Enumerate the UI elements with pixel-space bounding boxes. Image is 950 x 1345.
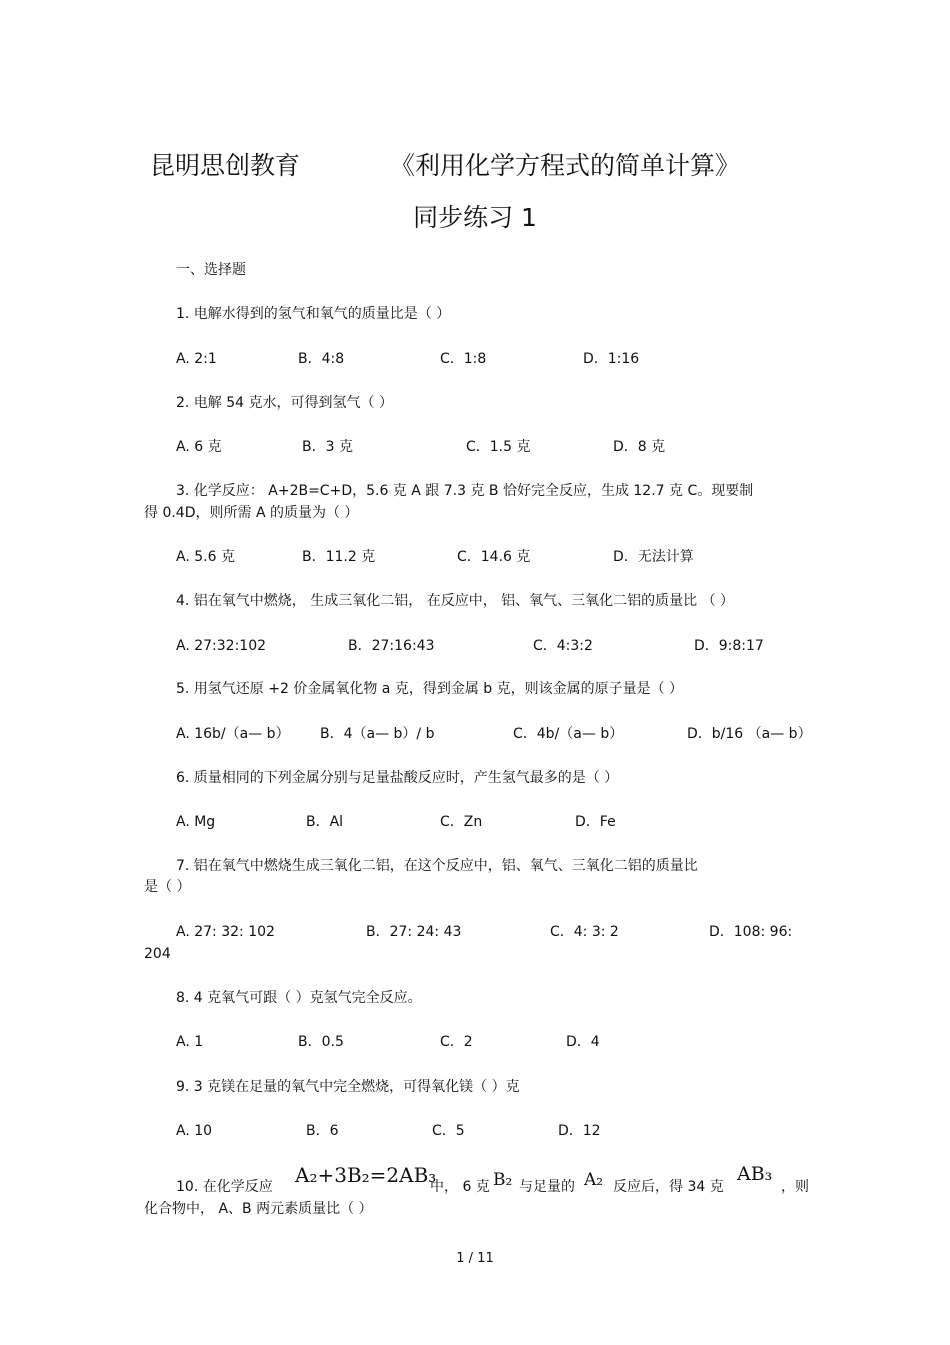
q7-option-d-continued: 204	[144, 946, 171, 962]
question-10-prefix: 10. 在化学反应	[176, 1179, 273, 1195]
question-2: 2. 电解 54 克水，可得到氢气（ ）	[176, 395, 393, 411]
question-6: 6. 质量相同的下列金属分别与足量盐酸反应时，产生氢气最多的是（ ）	[176, 770, 619, 786]
question-7-line-2: 是（ ）	[144, 879, 191, 895]
question-10-mid-2: 与足量的	[519, 1179, 575, 1195]
q8-option-c: C．2	[440, 1034, 473, 1050]
question-10-suffix: ，则	[781, 1179, 809, 1195]
question-8: 8. 4 克氧气可跟（ ）克氢气完全反应。	[176, 990, 422, 1006]
q2-option-b: B．3 克	[302, 439, 353, 455]
q1-option-d: D．1:16	[583, 351, 640, 367]
q6-option-c: C．Zn	[440, 814, 483, 830]
q5-option-b: B．4（a— b）/ b	[320, 726, 435, 742]
question-3-line-1: 3. 化学反应： A+2B=C+D，5.6 克 A 跟 7.3 克 B 恰好完全反应，生成 12.7 克 C。现要制	[176, 483, 754, 499]
q5-option-d: D．b/16 （a— b）	[687, 726, 812, 742]
question-4: 4. 铝在氧气中燃烧， 生成三氧化二铝， 在反应中， 铝、氧气、三氧化二铝的质量比 （ ）	[176, 593, 735, 609]
page-number: 1 / 11	[456, 1251, 494, 1266]
lesson-name: 《利用化学方程式的简单计算》	[390, 151, 741, 180]
q9-option-c: C．5	[432, 1123, 465, 1139]
q3-option-b: B．11.2 克	[302, 549, 376, 565]
q3-option-d: D．无法计算	[613, 549, 694, 565]
q3-option-a: A. 5.6 克	[176, 549, 235, 565]
q9-option-a: A. 10	[176, 1123, 213, 1139]
q7-option-a: A. 27: 32: 102	[176, 924, 275, 940]
q3-option-c: C．14.6 克	[457, 549, 531, 565]
q5-option-a: A. 16b/（a— b）	[176, 726, 290, 742]
q7-option-d: D．108: 96:	[709, 924, 793, 940]
question-10-ab3: AB₃	[737, 1163, 773, 1185]
section-heading: 一、选择题	[176, 262, 246, 278]
q6-option-b: B．Al	[306, 814, 344, 830]
q7-option-c: C．4: 3: 2	[550, 924, 619, 940]
q8-option-b: B．0.5	[298, 1034, 344, 1050]
q9-option-b: B．6	[306, 1123, 339, 1139]
q9-option-d: D．12	[558, 1123, 601, 1139]
question-1: 1. 电解水得到的氢气和氧气的质量比是（ ）	[176, 306, 451, 322]
question-7-line-1: 7. 铝在氧气中燃烧生成三氧化二铝，在这个反应中，铝、氧气、三氧化二铝的质量比	[176, 858, 698, 874]
question-10-mid-3: 反应后，得 34 克	[613, 1179, 724, 1195]
question-5: 5. 用氢气还原 +2 价金属氧化物 a 克，得到金属 b 克，则该金属的原子量是（ ）	[176, 681, 684, 697]
q4-option-b: B．27:16:43	[348, 638, 435, 654]
question-10-mid-1: 中， 6 克	[430, 1179, 490, 1195]
q4-option-c: C．4:3:2	[533, 638, 593, 654]
q7-option-b: B．27: 24: 43	[366, 924, 462, 940]
q5-option-c: C．4b/（a— b）	[513, 726, 624, 742]
q6-option-d: D．Fe	[575, 814, 616, 830]
question-10-b2: B₂	[493, 1170, 513, 1190]
question-3-line-2: 得 0.4D，则所需 A 的质量为（ ）	[144, 505, 359, 521]
q4-option-d: D．9:8:17	[694, 638, 764, 654]
q4-option-a: A. 27:32:102	[176, 638, 267, 654]
q6-option-a: A. Mg	[176, 814, 216, 830]
q1-option-b: B．4:8	[298, 351, 345, 367]
question-10-line-2: 化合物中， A、B 两元素质量比（ ）	[144, 1201, 373, 1217]
q1-option-a: A. 2:1	[176, 351, 217, 367]
q2-option-a: A. 6 克	[176, 439, 222, 455]
question-9: 9. 3 克镁在足量的氧气中完全燃烧，可得氧化镁（ ）克	[176, 1079, 520, 1095]
q1-option-c: C．1:8	[440, 351, 487, 367]
question-10-a2: A₂	[584, 1170, 604, 1190]
organization-name: 昆明思创教育	[150, 151, 301, 180]
question-10-equation: A₂+3B₂=2AB₃	[295, 1163, 437, 1187]
document-subtitle: 同步练习 1	[413, 203, 537, 232]
q2-option-c: C．1.5 克	[466, 439, 531, 455]
q2-option-d: D．8 克	[613, 439, 666, 455]
q8-option-a: A. 1	[176, 1034, 204, 1050]
q8-option-d: D．4	[566, 1034, 600, 1050]
